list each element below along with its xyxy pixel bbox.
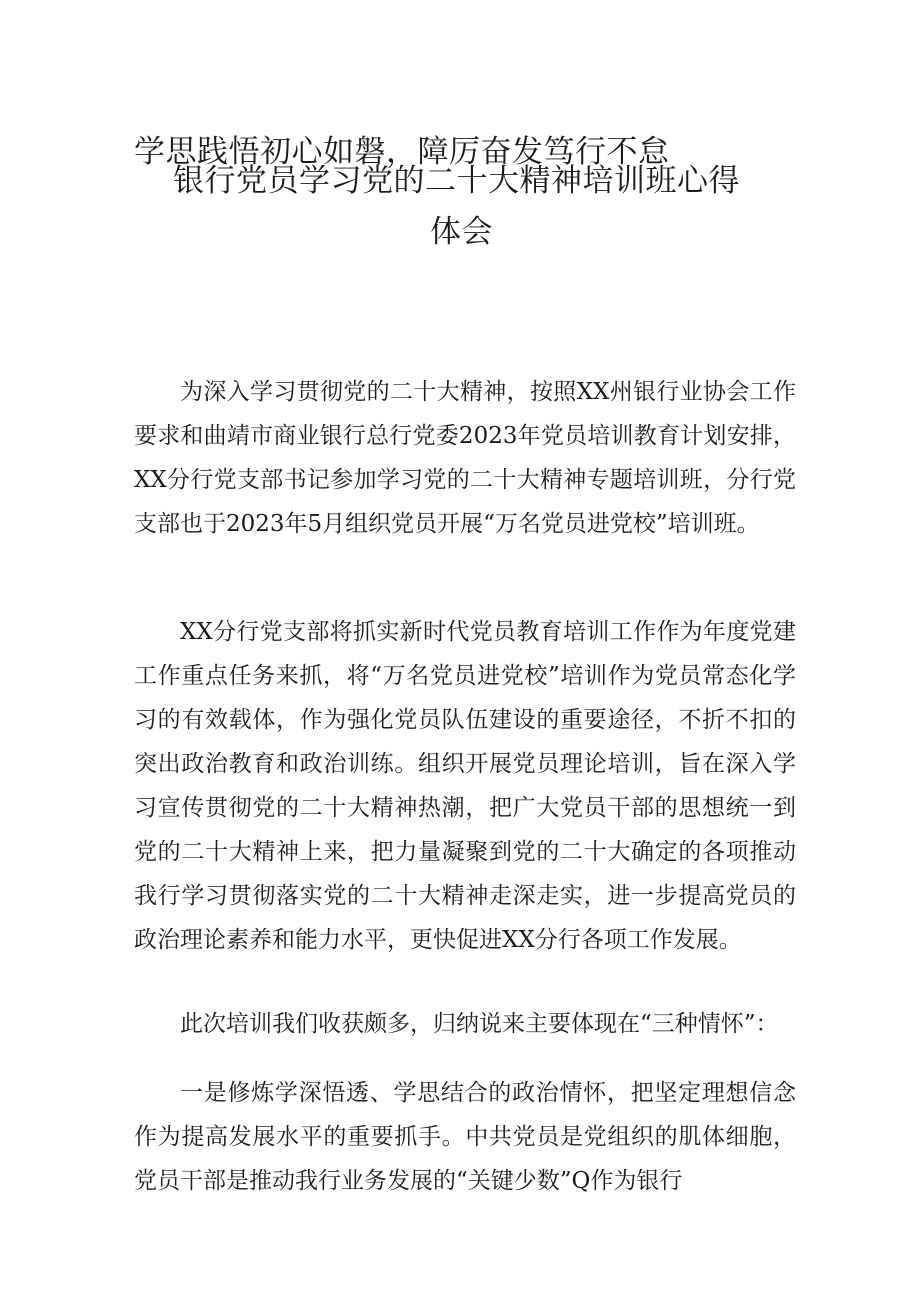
paragraph-branch-training: XX分行党支部将抓实新时代党员教育培训工作作为年度党建工作重点任务来抓，将“万名党员进党校”培训作为党员常态化学习的有效载体，作为强化党员队伍建设的重要途径，不折不扣的突出政治教育和政治训练。组织开展党员理论培训，旨在深入学习宣传贯彻党的二十大精神热潮，把广大党员干部的思想统一到党的二十大精神上来，把力量凝聚到党的二十大确定的各项推动我行学习贯彻落实党的二十大精神走深走实，进一步提高党员的政治理论素养和能力水平，更快促进XX分行各项工作发展。 (134, 619, 796, 953)
paragraph-three-sentiments: 此次培训我们收获颇多，归纳说来主要体现在“三种情怀”： (180, 1011, 779, 1037)
document-title-line-1: 学思践悟初心如磐，障厉奋发笃行不怠 (134, 134, 670, 170)
document-title-line-3: 体会 (430, 214, 493, 250)
paragraph-intro: 为深入学习贯彻党的二十大精神，按照XX州银行业协会工作要求和曲靖市商业银行总行党委2023年党员培训教育计划安排，XX分行党支部书记参加学习党的二十大精神专题培训班，分行党支部也于2023年5月组织党员开展“万名党员进党校”培训班。 (134, 379, 796, 537)
document-title-line-2: 银行党员学习党的二十大精神培训班心得 (173, 163, 740, 199)
paragraph-first-sentiment: 一是修炼学深悟透、学思结合的政治情怀，把坚定理想信念作为提高发展水平的重要抓手。中共党员是党组织的肌体细胞，党员干部是推动我行业务发展的“关键少数”Q作为银行 (134, 1080, 796, 1194)
